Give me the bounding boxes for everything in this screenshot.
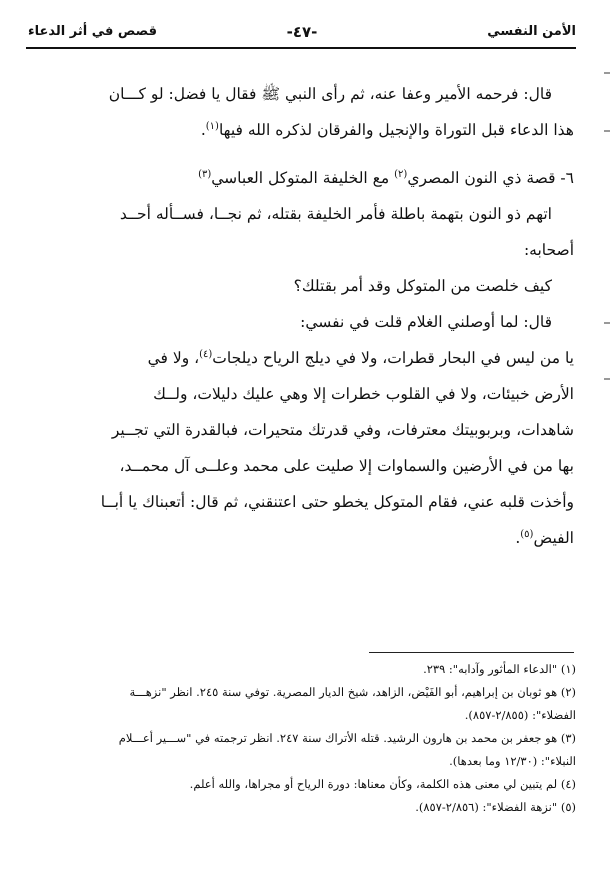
chapter-title: الأمن النفسي <box>487 24 576 39</box>
text-line: كيف خلصت من المتوكل وقد أمر بقتلك؟ <box>293 277 552 295</box>
page-number: -٤٧- <box>286 23 318 41</box>
margin-mark <box>604 72 610 74</box>
text-line: الأرض خبيئات، ولا في القلوب خطرات إلا وهي عليك دليلات، ولــك <box>153 385 574 403</box>
text-line: اتهم ذو النون بتهمة باطلة فأمر الخليفة بقتله، ثم نجــا، فســأله أحــد <box>119 205 552 223</box>
page-header <box>28 20 576 46</box>
footnote-divider <box>369 652 574 653</box>
footnote-text: هو ثوبان بن إبراهيم، أبو الفَيْض، الزاهد، شيخ الديار المصرية. توفي سنة ٢٤٥. انظر "نزهـــة <box>129 685 558 699</box>
footnote-number: (١) <box>560 662 576 676</box>
text-line: شاهدات، وبربوبيتك معترفات، وفي قدرتك متحيرات، فبالقدرة التي تجــير <box>111 421 574 439</box>
text-line: هذا الدعاء قبل التوراة والإنجيل والفرقان لذكره الله فيها <box>218 121 574 139</box>
footnote-ref: (٣) <box>198 168 212 180</box>
margin-mark <box>604 322 610 324</box>
paragraph <box>28 196 574 268</box>
text-line: الفيض <box>533 529 574 547</box>
punctuation: . <box>515 529 521 547</box>
footnote-text: الفضلاء": (٢/٨٥٥-٨٥٧). <box>464 708 576 722</box>
footnote <box>28 727 576 773</box>
text-line: قال: فرحمه الأمير وعفا عنه، ثم رأى النبي ﷺ فقال يا فضل: لو كـــان <box>108 85 552 103</box>
punctuation: . <box>200 121 206 139</box>
footnote-text: "الدعاء المأثور وآدابه": ٢٣٩. <box>423 662 558 676</box>
footnote-text: هو جعفر بن محمد بن هارون الرشيد. قتله الأتراك سنة ٢٤٧. انظر ترجمته في "ســـير أعـــلام <box>118 731 558 745</box>
footnote-ref: (٤) <box>199 348 213 360</box>
footnote-text: "نزهة الفضلاء": (٢/٨٥٦-٨٥٧). <box>415 800 558 814</box>
paragraph <box>28 268 574 304</box>
text-line: يا من ليس في البحار قطرات، ولا في ديلج الرياح ديلجات <box>212 349 574 367</box>
footnotes <box>28 658 576 819</box>
margin-mark <box>604 130 610 132</box>
footnote-ref: (٢) <box>394 168 408 180</box>
footnote <box>28 658 576 681</box>
footnote-number: (٥) <box>560 800 576 814</box>
section-heading <box>28 160 574 196</box>
paragraph <box>28 340 574 556</box>
text-line: أصحابه: <box>523 241 574 259</box>
text-line: ، ولا في <box>147 349 200 367</box>
footnote-ref: (٥) <box>520 528 534 540</box>
heading-text: مع الخليفة المتوكل العباسي <box>211 169 395 187</box>
footnote-ref: (١) <box>205 120 219 132</box>
footnote-text: لم يتبين لي معنى هذه الكلمة، وكأن معناها: دورة الرياح أو مجراها، والله أعلم. <box>189 777 558 791</box>
footnote-number: (٤) <box>560 777 576 791</box>
heading-text: ٦- قصة ذي النون المصري <box>407 169 574 187</box>
text-line: وأخذت قلبه عني، فقام المتوكل يخطو حتى اعتنقني، ثم قال: أتعبناك يا أبــا <box>100 493 574 511</box>
footnote <box>28 681 576 727</box>
footnote <box>28 773 576 796</box>
main-text <box>28 76 574 556</box>
footnote-text: النبلاء": (١٢/٣٠ وما بعدها). <box>449 754 576 768</box>
footnote-number: (٢) <box>560 685 576 699</box>
margin-mark <box>604 378 610 380</box>
paragraph <box>28 304 574 340</box>
text-line: قال: لما أوصلني الغلام قلت في نفسي: <box>300 313 552 331</box>
header-divider <box>26 47 576 49</box>
footnote-number: (٣) <box>560 731 576 745</box>
book-title: قصص في أثر الدعاء <box>28 24 157 39</box>
footnote <box>28 796 576 819</box>
paragraph <box>28 76 574 148</box>
text-line: بها من في الأرضين والسماوات إلا صليت على محمد وعلــى آل محمــد، <box>119 457 574 475</box>
